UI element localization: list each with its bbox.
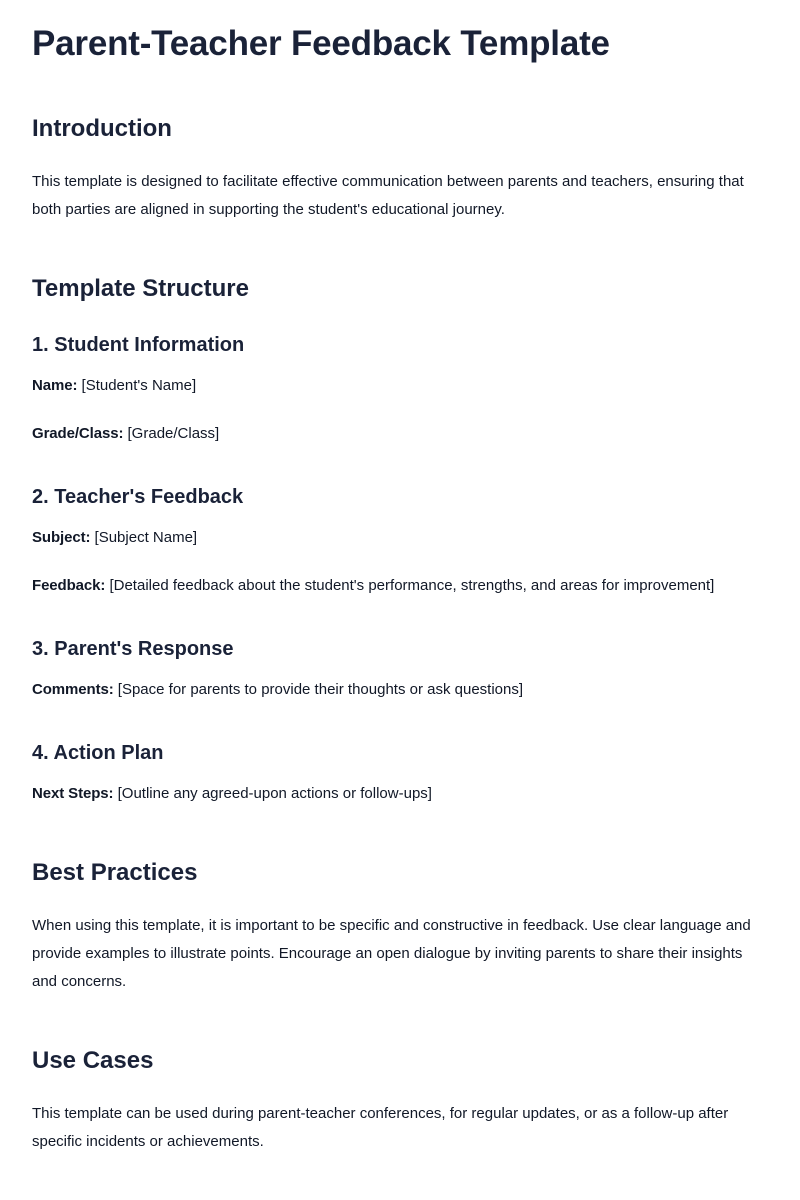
field-grade-class [32, 422, 768, 446]
best-practices-heading: Best Practices [32, 859, 198, 886]
field-value: [Space for parents to provide their thoughts or ask questions] [117, 681, 524, 698]
field-label: Comments: [32, 681, 114, 698]
field-value: [Student's Name] [81, 377, 197, 394]
field-value: [Outline any agreed-upon actions or follow-ups] [117, 785, 432, 802]
field-label: Next Steps: [32, 785, 114, 802]
field-label: Subject: [32, 529, 91, 546]
field-label: Feedback: [32, 577, 106, 594]
field-label: Grade/Class: [32, 425, 124, 442]
field-next-steps [32, 782, 768, 806]
introduction-text: This template is designed to facilitate effective communication between parents and teachers, ensuring that both parties are aligned in supporting the student's educational journey. [32, 173, 744, 218]
field-value: [Subject Name] [94, 529, 198, 546]
page-title: Parent-Teacher Feedback Template [32, 24, 610, 63]
field-student-name [32, 374, 768, 398]
field-feedback [32, 574, 768, 598]
use-cases-text: This template can be used during parent-teacher conferences, for regular updates, or as a follow-up after specific incidents or achievements. [32, 1105, 729, 1150]
introduction-heading: Introduction [32, 115, 172, 142]
section-heading-action-plan: 4. Action Plan [32, 742, 164, 764]
field-label: Name: [32, 377, 78, 394]
field-comments [32, 678, 768, 702]
field-value: [Detailed feedback about the student's performance, strengths, and areas for improvement] [109, 577, 715, 594]
section-heading-parents-response: 3. Parent's Response [32, 638, 234, 660]
field-value: [Grade/Class] [127, 425, 220, 442]
template-structure-heading: Template Structure [32, 275, 249, 302]
use-cases-heading: Use Cases [32, 1047, 154, 1074]
section-heading-student-information: 1. Student Information [32, 334, 245, 356]
best-practices-text: When using this template, it is important to be specific and constructive in feedback. Use clear language and provide examples to illustrate points. Encourage an open dialogue by inviting parents to share their insights and concerns. [32, 917, 751, 990]
field-subject [32, 526, 768, 550]
section-heading-teachers-feedback: 2. Teacher's Feedback [32, 486, 244, 508]
